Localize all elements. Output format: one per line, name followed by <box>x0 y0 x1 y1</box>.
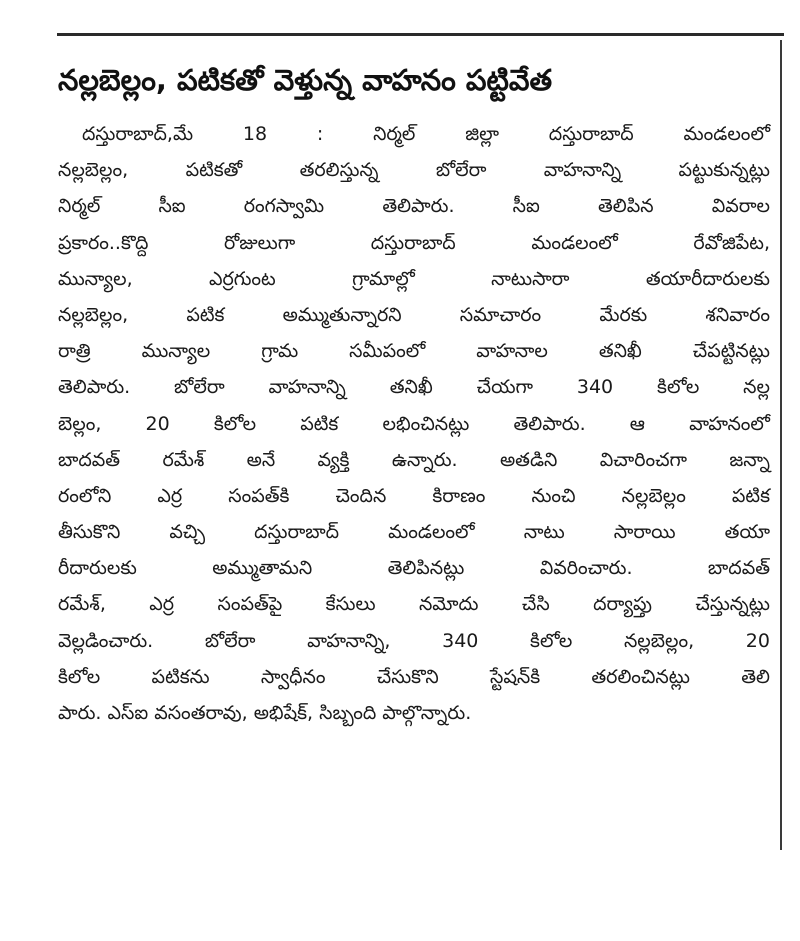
article-line: వెల్లడించారు. బోలేరా వాహనాన్ని, 340 కిలోల నల్లబెల్లం, 20 <box>58 629 770 652</box>
column-divider <box>780 40 782 850</box>
article-line: నిర్మల్ సీఐ రంగస్వామి తెలిపారు. సీఐ తెలిపిన వివరాల <box>58 195 770 218</box>
article-line: బెల్లం, 20 కిలోల పటిక లభించినట్లు తెలిపారు. ఆ వాహనంలో <box>58 412 770 435</box>
article-line: రీదారులకు అమ్ముతామని తెలిపినట్లు వివరించారు. బాదవత్ <box>58 557 770 580</box>
article-headline: నల్లబెల్లం, పటికతో వెళ్తున్న వాహనం పట్టివేత <box>58 63 553 97</box>
article-line: ప్రకారం..కొద్ది రోజులుగా దస్తురాబాద్ మండలంలో రేవోజిపేట, <box>58 231 770 254</box>
article-line: రాత్రి మున్యాల గ్రామ సమీపంలో వాహనాల తనిఖీ చేపట్టినట్లు <box>58 340 770 363</box>
top-rule <box>57 33 784 36</box>
article-line: మున్యాల, ఎర్రగుంట గ్రామాల్లో నాటుసారా తయారీదారులకు <box>58 267 770 290</box>
article-line: దస్తురాబాద్,మే 18 : నిర్మల్ జిల్లా దస్తురాబాద్ మండలంలో <box>82 123 770 145</box>
article-line: నల్లబెల్లం, పటికతో తరలిస్తున్న బోలేరా వాహనాన్ని పట్టుకున్నట్లు <box>58 159 770 182</box>
article-line: పారు. ఎస్ఐ వసంతరావు, అభిషేక్, సిబ్బంది పాల్గొన్నారు. <box>58 702 472 724</box>
article-line: బాదవత్ రమేశ్ అనే వ్యక్తి ఉన్నారు. అతడిని విచారించగా జన్నా <box>58 448 770 471</box>
article-line: తెలిపారు. బోలేరా వాహనాన్ని తనిఖీ చేయగా 340 కిలోల నల్ల <box>58 376 770 399</box>
article-body <box>58 116 770 731</box>
article-line: కిలోల పటికను స్వాధీనం చేసుకొని స్టేషన్‌కి తరలించినట్లు తెలి <box>58 665 770 688</box>
article-line: రమేశ్, ఎర్ర సంపత్‌పై కేసులు నమోదు చేసి దర్యాప్తు చేస్తున్నట్లు <box>58 593 770 616</box>
article-line: తీసుకొని వచ్చి దస్తురాబాద్ మండలంలో నాటు సారాయి తయా <box>58 521 770 544</box>
article-line: రంలోని ఎర్ర సంపత్‌కి చెందిన కిరాణం నుంచి నల్లబెల్లం పటిక <box>58 484 770 507</box>
article-line: నల్లబెల్లం, పటిక అమ్ముతున్నారని సమాచారం మేరకు శనివారం <box>58 303 770 326</box>
